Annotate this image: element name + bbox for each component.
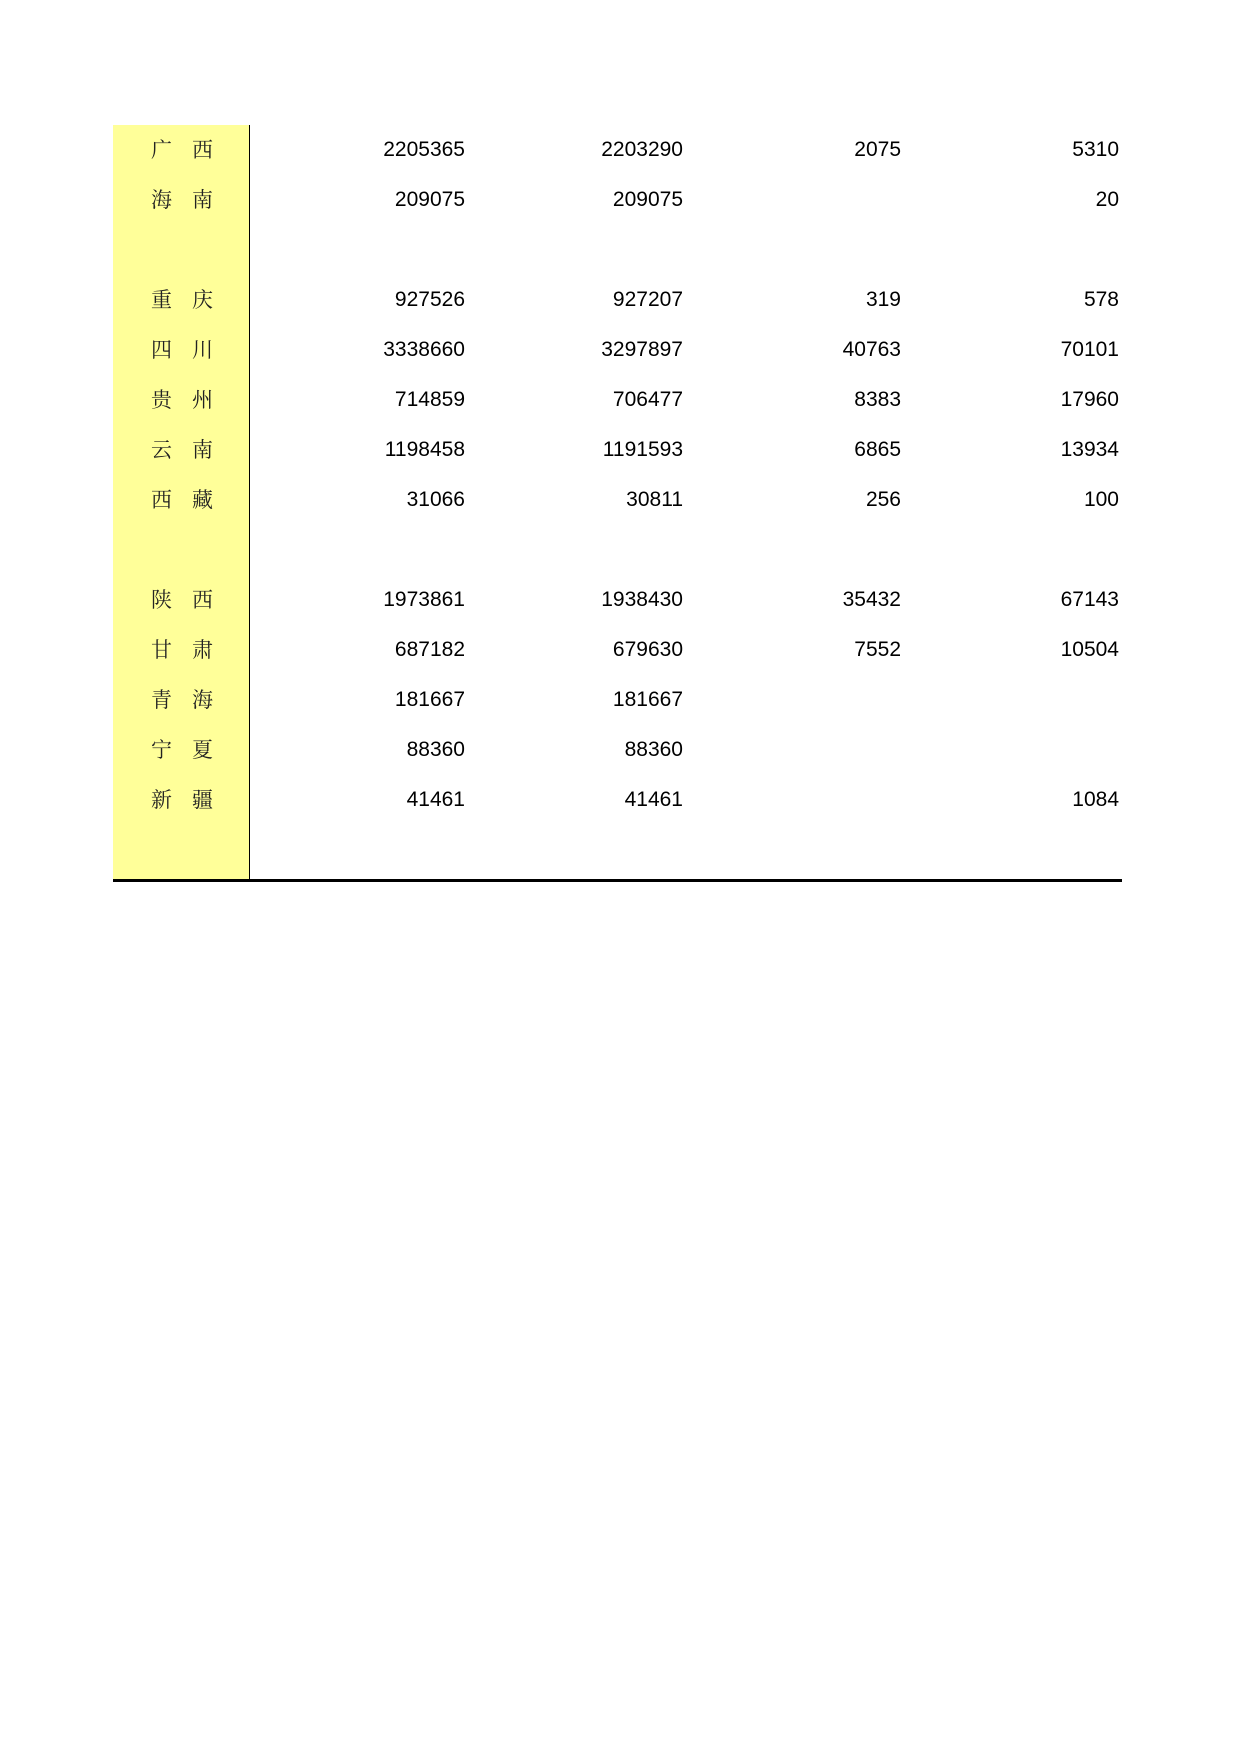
region-name — [113, 475, 250, 525]
region-char-2: 南 — [192, 438, 213, 462]
table-row — [113, 325, 1122, 375]
value-col-3: 35432 — [842, 588, 901, 611]
value-col-3: 8383 — [854, 388, 901, 411]
region-char-1: 青 — [151, 688, 172, 712]
value-col-2: 41461 — [624, 788, 683, 811]
region-char-2: 南 — [192, 188, 213, 212]
table-row — [113, 575, 1122, 625]
region-char-2: 西 — [192, 138, 213, 162]
region-name — [113, 725, 250, 775]
value-col-4: 67143 — [1060, 588, 1119, 611]
value-col-3: 256 — [865, 488, 901, 511]
region-char-1: 广 — [151, 138, 172, 162]
region-char-2: 藏 — [192, 488, 213, 512]
table-row — [113, 475, 1122, 525]
region-char-1: 四 — [151, 338, 172, 362]
region-name — [113, 625, 250, 675]
region-char-1: 重 — [151, 288, 172, 312]
region-name — [113, 375, 250, 425]
value-col-4: 70101 — [1060, 338, 1119, 361]
region-name — [113, 425, 250, 475]
value-col-4: 100 — [1083, 488, 1119, 511]
value-col-2: 706477 — [612, 388, 683, 411]
region-char-1: 西 — [151, 488, 172, 512]
table-row — [113, 125, 1122, 175]
value-col-3 — [699, 725, 901, 775]
table-row — [113, 175, 1122, 225]
value-col-3: 7552 — [854, 638, 901, 661]
value-col-2: 1938430 — [601, 588, 683, 611]
region-name — [113, 125, 250, 175]
value-col-1: 181667 — [394, 688, 465, 711]
value-col-1: 687182 — [394, 638, 465, 661]
value-col-4 — [917, 675, 1119, 725]
value-col-4: 13934 — [1060, 438, 1119, 461]
value-col-2: 3297897 — [601, 338, 683, 361]
value-col-1: 41461 — [406, 788, 465, 811]
value-col-2: 2203290 — [601, 138, 683, 161]
table-row — [113, 275, 1122, 325]
value-col-1: 88360 — [406, 738, 465, 761]
table-row — [113, 675, 1122, 725]
value-col-1: 31066 — [406, 488, 465, 511]
value-col-3 — [699, 675, 901, 725]
region-char-1: 宁 — [151, 738, 172, 762]
value-col-4: 5310 — [1072, 138, 1119, 161]
table-bottom-border — [113, 879, 1122, 882]
region-char-1: 海 — [151, 188, 172, 212]
value-col-4: 17960 — [1060, 388, 1119, 411]
table-row — [113, 375, 1122, 425]
value-col-2: 679630 — [612, 638, 683, 661]
value-col-1: 1973861 — [383, 588, 465, 611]
table-row — [113, 425, 1122, 475]
value-col-2: 30811 — [626, 488, 683, 511]
region-name — [113, 775, 250, 825]
region-char-1: 贵 — [151, 388, 172, 412]
value-col-3 — [699, 775, 901, 825]
value-col-3: 6865 — [854, 438, 901, 461]
value-col-1: 1198458 — [384, 438, 465, 461]
value-col-3: 40763 — [842, 338, 901, 361]
table-row — [113, 725, 1122, 775]
value-col-1: 714859 — [394, 388, 465, 411]
region-char-2: 州 — [192, 388, 213, 412]
value-col-2: 181667 — [612, 688, 683, 711]
value-col-2: 927207 — [612, 288, 683, 311]
value-col-1: 209075 — [394, 188, 465, 211]
value-col-3: 2075 — [854, 138, 901, 161]
region-char-2: 海 — [192, 688, 213, 712]
value-col-2: 1191593 — [602, 438, 683, 461]
region-name — [113, 675, 250, 725]
value-col-4 — [917, 725, 1119, 775]
value-col-2: 209075 — [612, 188, 683, 211]
value-col-4: 10504 — [1060, 638, 1119, 661]
region-char-2: 西 — [192, 588, 213, 612]
value-col-4: 1084 — [1072, 788, 1119, 811]
value-col-1: 3338660 — [383, 338, 465, 361]
value-col-2: 88360 — [624, 738, 683, 761]
value-col-3: 319 — [865, 288, 901, 311]
region-char-1: 新 — [151, 788, 172, 812]
value-col-1: 2205365 — [383, 138, 465, 161]
region-char-1: 陕 — [151, 588, 172, 612]
region-char-2: 庆 — [192, 288, 213, 312]
table-row — [113, 625, 1122, 675]
value-col-1: 927526 — [394, 288, 465, 311]
value-col-4: 578 — [1083, 288, 1119, 311]
value-col-4: 20 — [1095, 188, 1119, 211]
region-char-1: 云 — [151, 438, 172, 462]
value-col-3 — [699, 175, 901, 225]
region-name — [113, 575, 250, 625]
region-name — [113, 325, 250, 375]
table-row — [113, 775, 1122, 825]
region-name — [113, 275, 250, 325]
region-char-2: 疆 — [192, 788, 213, 812]
region-char-2: 川 — [192, 338, 213, 362]
region-char-1: 甘 — [151, 638, 172, 662]
data-table — [113, 125, 1122, 881]
region-char-2: 夏 — [192, 738, 213, 762]
region-char-2: 肃 — [192, 638, 213, 662]
region-name — [113, 175, 250, 225]
